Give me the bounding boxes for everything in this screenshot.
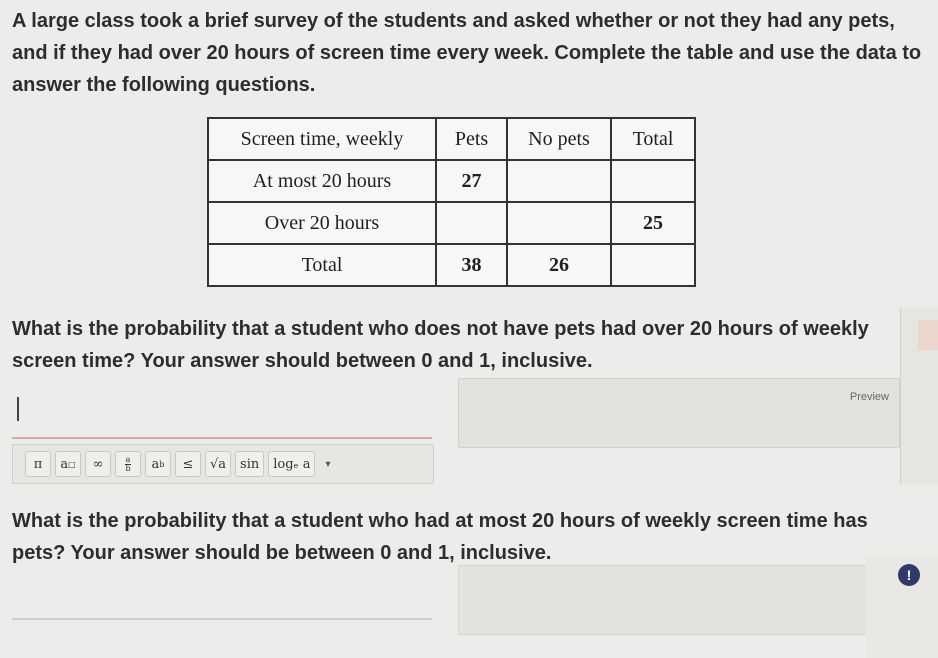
header-total: Total [611,118,695,160]
answer-2-preview [458,565,900,635]
infinity-button[interactable]: ∞ [85,451,111,477]
table-row [208,244,695,286]
fraction-numerator: a [125,454,131,464]
header-no-pets: No pets [507,118,611,160]
header-pets: Pets [436,118,507,160]
row-label: Total [208,244,436,286]
survey-table [207,117,696,287]
squared-exp: □ [68,459,76,469]
table-cell: 25 [611,202,695,244]
fraction-denominator: b [125,463,131,473]
table-cell[interactable] [507,160,611,202]
row-label: Over 20 hours [208,202,436,244]
fraction-icon [125,456,130,473]
table-header-row [208,118,695,160]
leq-button[interactable]: ≤ [175,451,201,477]
text-cursor [17,397,19,421]
side-accent [918,320,938,350]
table-row [208,160,695,202]
table-cell: 26 [507,244,611,286]
fraction-button[interactable] [115,451,141,477]
table-cell[interactable] [507,202,611,244]
question-1-text: What is the probability that a student who does not have pets had over 20 hours of weekly screen time? Your answer should between 0 and 1, inclusive. [12,318,869,372]
question-2-text: What is the probability that a student who had at most 20 hours of weekly screen time has pets? Your answer should be between 0 and 1, inclusive. [12,510,868,564]
table-cell[interactable] [611,244,695,286]
log-button[interactable]: logₑ a [268,451,315,477]
table-row [208,202,695,244]
answer-1-input[interactable] [12,437,432,439]
table-cell: 27 [436,160,507,202]
sqrt-button[interactable]: √a [205,451,231,477]
power-button[interactable] [145,451,171,477]
chevron-down-icon[interactable]: ▾ [325,458,331,470]
math-toolbar [12,444,434,484]
answer-2-input[interactable] [12,618,432,620]
info-icon[interactable]: ! [898,564,920,586]
power-base: a [151,456,160,472]
squared-base: a [60,456,69,472]
pi-button[interactable]: π [25,451,51,477]
sin-button[interactable]: sin [235,451,264,477]
row-label: At most 20 hours [208,160,436,202]
answer-1-preview [458,378,900,448]
squared-button[interactable] [55,451,81,477]
table-cell[interactable] [611,160,695,202]
table-cell[interactable] [436,202,507,244]
intro-text: A large class took a brief survey of the students and asked whether or not they had any pets, and if they had over 20 hours of screen time every week. Complete the table and use the data to answer the following questions. [12,10,922,96]
header-screen-time: Screen time, weekly [208,118,436,160]
table-cell: 38 [436,244,507,286]
preview-label: Preview [849,391,889,403]
power-exp: b [159,459,165,469]
